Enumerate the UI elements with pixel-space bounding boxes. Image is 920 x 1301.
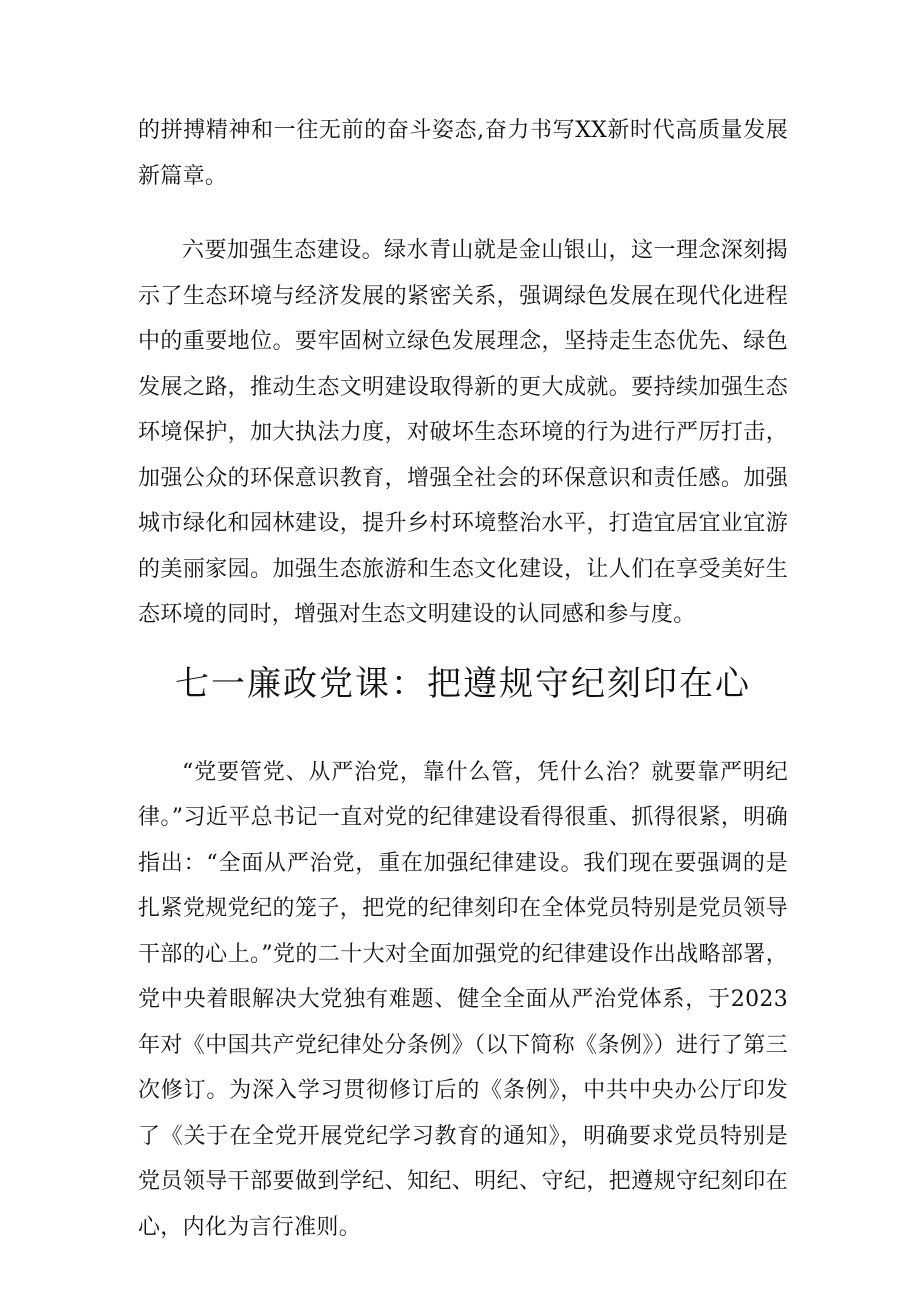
section-heading: 七一廉政党课：把遵规守纪刻印在心: [175, 663, 751, 704]
paragraph-ecology: 六要加强生态建设。绿水青山就是金山银山，这一理念深刻揭示了生态环境与经济发展的紧密关系，强调绿色发展在现代化进程中的重要地位。要牢固树立绿色发展理念，坚持走生态优先、绿色发展之路，推动生态文明建设取得新的更大成就。要持续加强生态环境保护，加大执法力度，对破坏生态环境的行为进行严厉打击，加强公众的环保意识教育，增强全社会的环保意识和责任感。加强城市绿化和园林建设，提升乡村环境整治水平，打造宜居宜业宜游的美丽家园。加强生态旅游和生态文化建设，让人们在享受美好生态环境的同时，增强对生态文明建设的认同感和参与度。: [138, 238, 788, 627]
paragraph-continuation: 的拼搏精神和一往无前的奋斗姿态,奋力书写XX新时代高质量发展新篇章。: [138, 118, 788, 189]
document-page: [138, 108, 788, 1250]
paragraph-discipline: “党要管党、从严治党，靠什么管，凭什么治？就要靠严明纪律。”习近平总书记一直对党的纪律建设看得很重、抓得很紧，明确指出：“全面从严治党，重在加强纪律建设。我们现在要强调的是扎紧党规党纪的笼子，把党的纪律刻印在全体党员特别是党员领导干部的心上。”党的二十大对全面加强党的纪律建设作出战略部署，党中央着眼解决大党独有难题、健全全面从严治党体系，于2023年对《中国共产党纪律处分条例》（以下简称《条例》）进行了第三次修订。为深入学习贯彻修订后的《条例》，中共中央办公厅印发了《关于在全党开展党纪学习教育的通知》，明确要求党员特别是党员领导干部要做到学纪、知纪、明纪、守纪，把遵规守纪刻印在心，内化为言行准则。: [138, 759, 788, 1240]
